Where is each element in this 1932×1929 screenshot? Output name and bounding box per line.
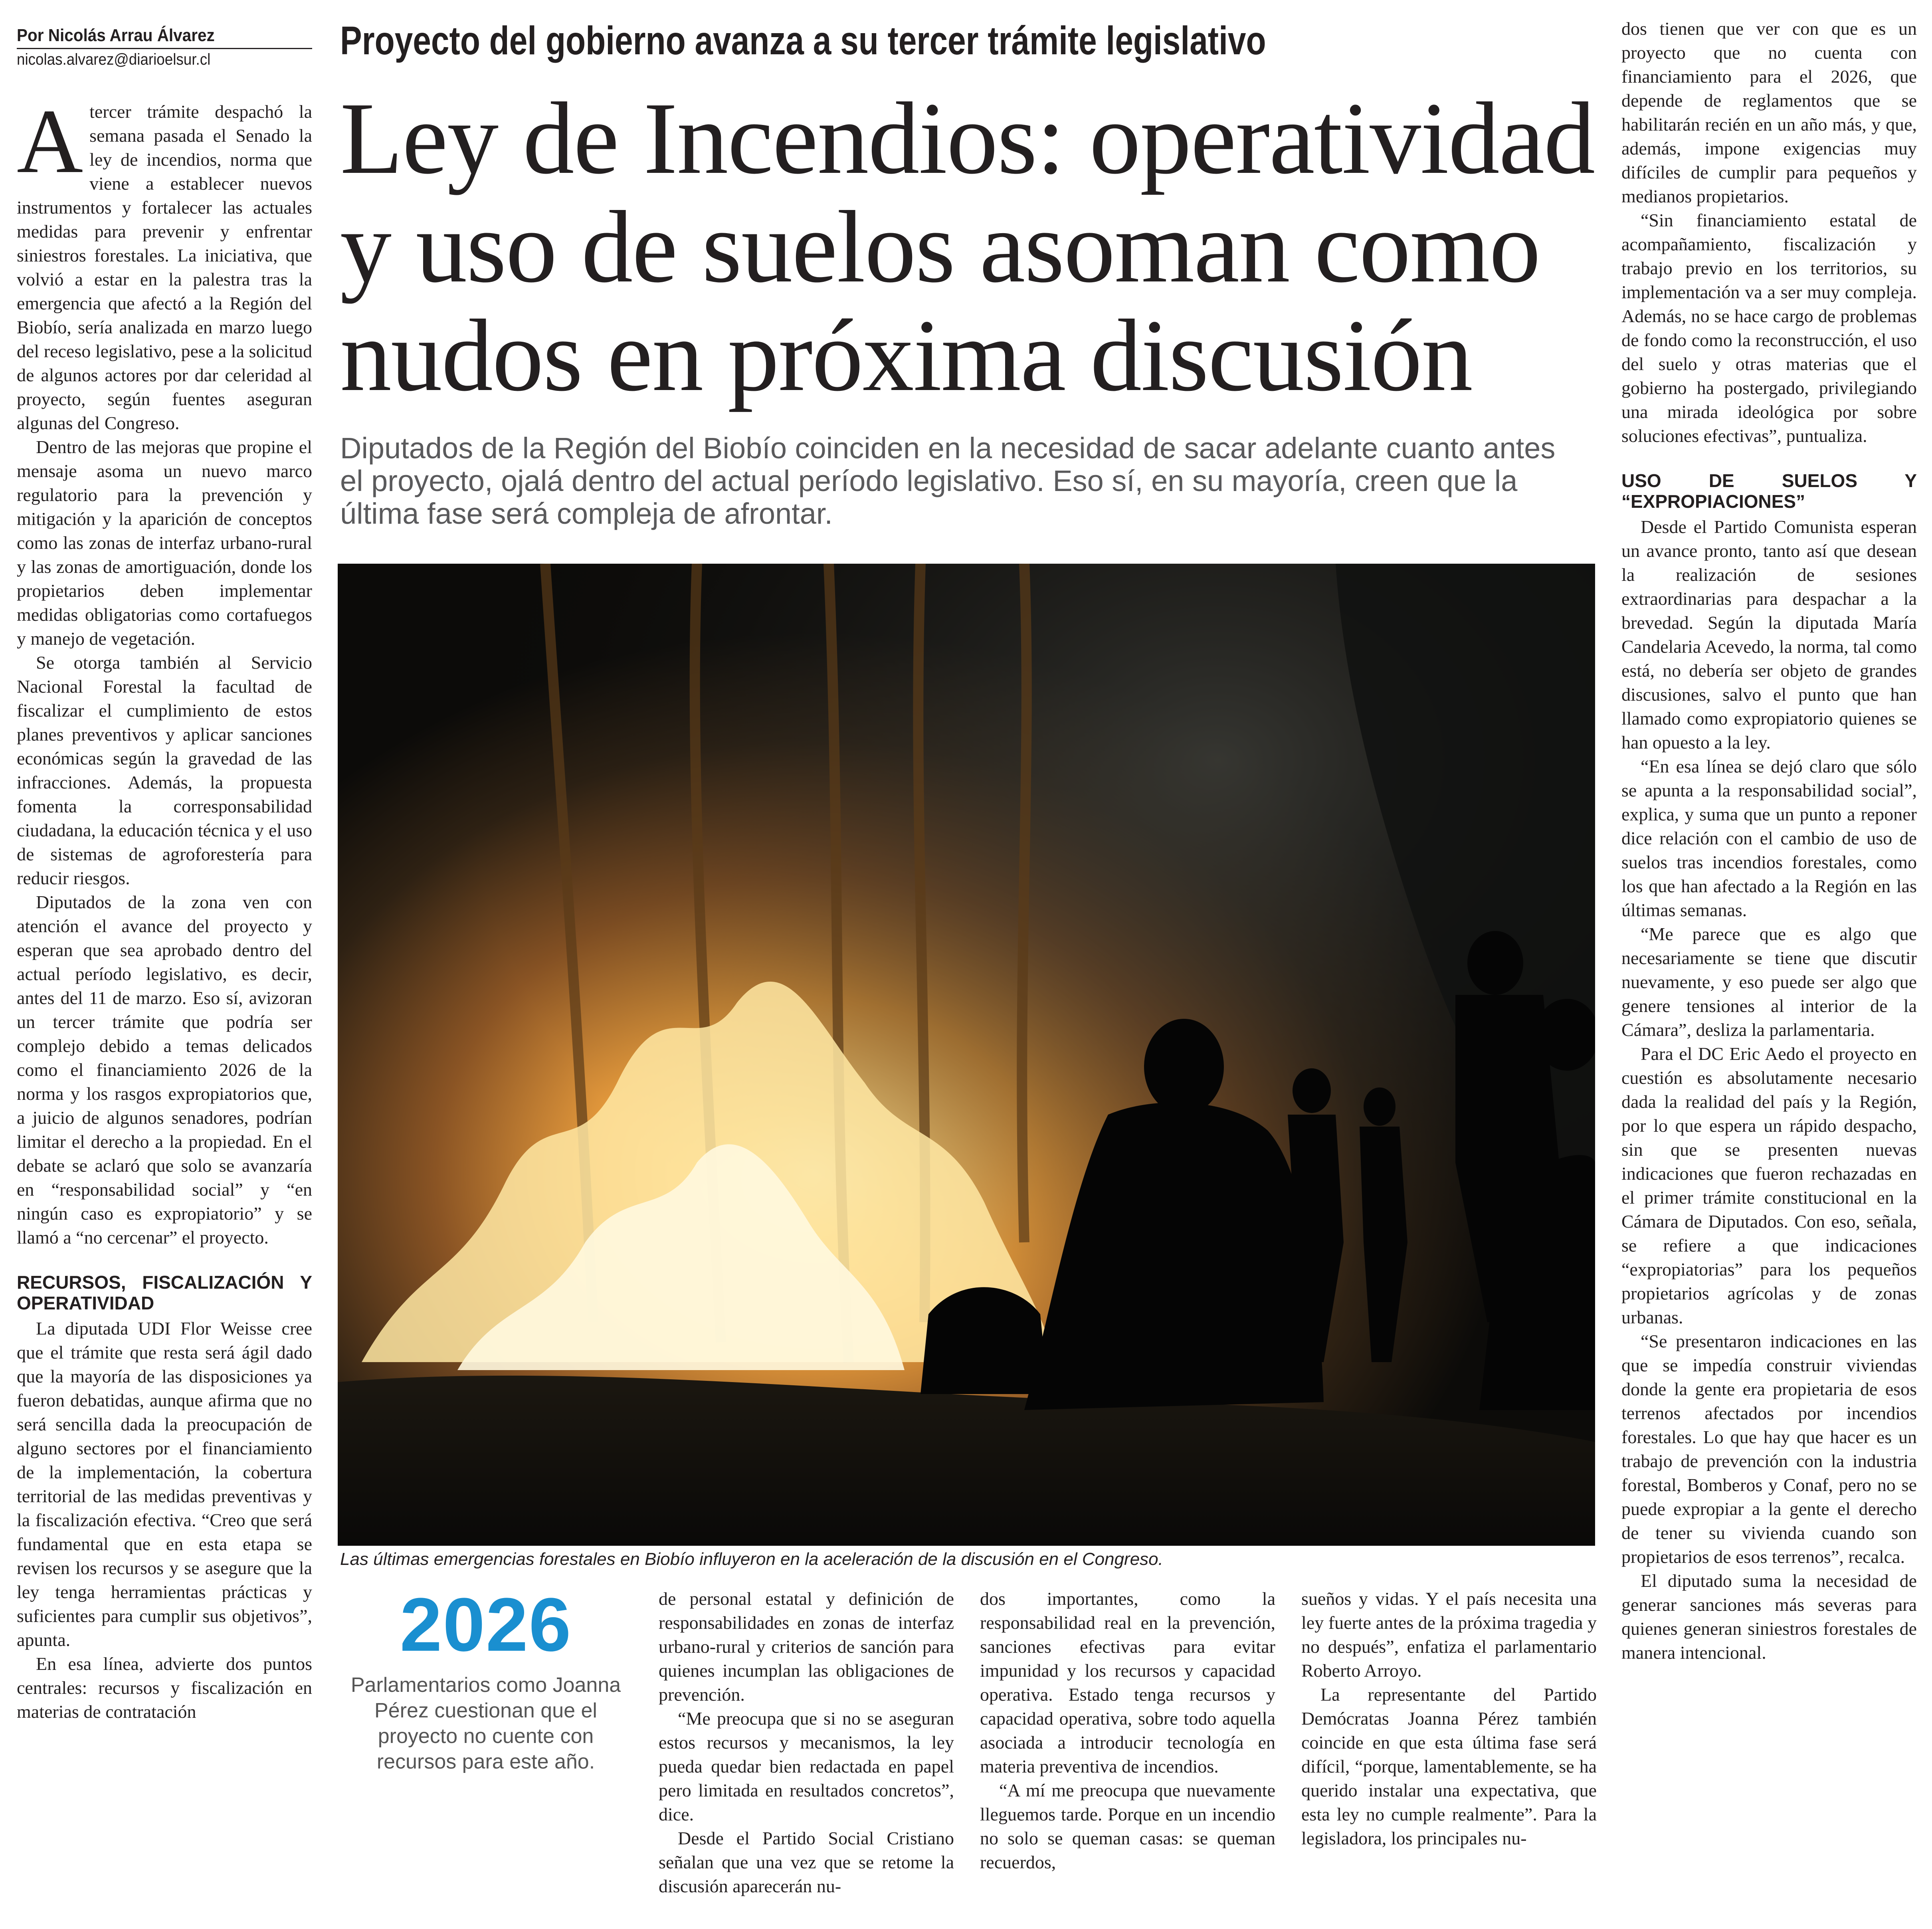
headline: Ley de Incendios: operatividad y uso de suelos asoman como nudos en próxima discusión	[340, 81, 1595, 412]
lead-paragraph	[17, 90, 312, 435]
photo-caption: Las últimas emergencias forestales en Biobío influyeron en la aceleración de la discusión en el Congreso.	[340, 1549, 1163, 1569]
col5-p1: sueños y vidas. Y el país necesita una ley fuerte antes de la próxima tragedia y no después”, enfatiza el parlamentario Roberto Arroyo.	[1301, 1588, 1597, 1681]
byline-email: nicolas.alvarez@diarioelsur.cl	[17, 51, 211, 68]
col1-p5: La diputada UDI Flor Weisse cree que el trámite que resta será ágil dado que la mayoría de las disposiciones ya fueron debatidas, aunque afirma que no será sencilla dada la preocupación de alguno sectores por el financiamiento de la implementación, la cobertura territorial de las medidas preventivas y la fiscalización efectiva. “Creo que será fundamental que en esta etapa se revisen los recursos y se asegure que la ley tenga herramientas prácticas y suficientes para cumplir sus objetivos”, apunta.	[17, 1318, 312, 1650]
byline	[17, 25, 312, 69]
col6-p3: Desde el Partido Comunista esperan un avance pronto, tanto así que desean la realización de sesiones extraordinarias para despachar a la brevedad. Según la diputada María Candelaria Acevedo, la norma, tal como está, no debería ser objeto de grandes discusiones, salvo el punto que han llamado como expropiatorio quienes se han opuesto a la ley.	[1621, 517, 1917, 753]
col3-p2: “Me preocupa que si no se aseguran estos recursos y mecanismos, la ley pueda quedar bien redactada en papel pero limitada en resultados concretos”, dice.	[659, 1708, 954, 1824]
dropcap: A	[17, 90, 83, 192]
col6-p5: “Me parece que es algo que necesariamente se tiene que discutir nuevamente, y eso puede ser algo que genere tensiones al interior de la Cámara”, desliza la parlamentaria.	[1621, 924, 1917, 1040]
col1-p6: En esa línea, advierte dos puntos centrales: recursos y fiscalización en materias de contratación	[17, 1654, 312, 1722]
col4-p1: dos importantes, como la responsabilidad real en la prevención, sanciones efectivas para evitar impunidad y los recursos y capacidad operativa. Estado tenga recursos y capacidad operativa, sobre todo aquella asociada a introducir tecnología en materia preventiva de incendios.	[980, 1588, 1275, 1777]
col1-p2: Dentro de las mejoras que propine el mensaje asoma un nuevo marco regulatorio para la prevención y mitigación y la aparición de conceptos como las zonas de interfaz urbano-rural y las zonas de amortiguación, donde los propietarios deben implementar medidas obligatorias como cortafuegos y manejo de vegetación.	[17, 437, 312, 649]
kicker: Proyecto del gobierno avanza a su tercer trámite legislativo	[340, 18, 1266, 63]
subhead-uso-de-suelos: USO DE SUELOS Y “EXPROPIACIONES”	[1621, 470, 1917, 512]
col6-p6: Para el DC Eric Aedo el proyecto en cuestión es absolutamente necesario dada la realidad del país y la Región, por lo que espera un rápido despacho, sin que se presenten nuevas indicaciones que fueron rechazadas en el primer trámite constitucional en la Cámara de Diputados. Con eso, señala, se refiere a que indicaciones “expropiatorias” para los pequeños propietarios agrícolas y de zonas urbanas.	[1621, 1044, 1917, 1327]
col6-p7: “Se presentaron indicaciones en las que se impedía construir viviendas donde la gente era propietaria de esos terrenos afectados por incendios forestales. Lo que hay que hacer es un trabajo de prevención con la industria forestal, Bomberos y Conaf, pero no se puede expropiar a la gente el derecho de tener su vivienda cuando son propietarios de esos terrenos”, recalca.	[1621, 1331, 1917, 1567]
col6-p2: “Sin financiamiento estatal de acompañamiento, fiscalización y trabajo previo en los territorios, su implementación va a ser muy compleja. Además, no se hace cargo de problemas de fondo como la reconstrucción, el uso del suelo y otras materias que el gobierno ha postergado, privilegiando una mirada ideológica por sobre soluciones efectivas”, puntualiza.	[1621, 210, 1917, 446]
col1-p4: Diputados de la zona ven con atención el avance del proyecto y esperan que sea aprobado dentro del actual período legislativo, es decir, antes del 11 de marzo. Eso sí, avizoran un tercer trámite que podría ser complejo debido a temas delicados como el financiamiento 2026 de la norma y los rasgos expropiatorios que, a juicio de algunos senadores, podrían limitar el derecho a la propiedad. En el debate se aclaró que solo se avanzaría en “responsabilidad social” y “en ningún caso es expropiatorio” y se llamó a “no cercenar” el proyecto.	[17, 892, 312, 1248]
byline-author: Por Nicolás Arrau Álvarez	[17, 26, 215, 45]
deck: Diputados de la Región del Biobío coinciden en la necesidad de sacar adelante cuanto antes el proyecto, ojalá dentro del actual período legislativo. Eso sí, en su mayoría, creen que la última fase será compleja de afrontar.	[340, 432, 1556, 530]
col5-p2: La representante del Partido Demócratas Joanna Pérez también coincide en que esta última fase será difícil, “porque, lamentablemente, se ha querido instalar una expectativa, que esta ley no cumple realmente”. Para la legisladora, los principales nu-	[1301, 1684, 1597, 1848]
col3-p1: de personal estatal y definición de responsabilidades en zonas de interfaz urbano-rural y criterios de sanción para quienes incumplan las obligaciones de prevención.	[659, 1588, 954, 1705]
col6-p4: “En esa línea se dejó claro que sólo se apunta a la responsabilidad social”, explica, y suma que un punto a reponer dice relación con el cambio de uso de suelos tras incendios forestales, como los que han afectado a la Región en las últimas semanas.	[1621, 756, 1917, 920]
byline-divider	[17, 48, 312, 49]
callout-box	[340, 1582, 631, 1775]
callout-text: Parlamentarios como Joanna Pérez cuestionan que el proyecto no cuente con recursos para este año.	[350, 1674, 621, 1773]
col4-p2: “A mí me preocupa que nuevamente lleguemos tarde. Porque en un incendio no solo se queman casas: se queman recuerdos,	[980, 1780, 1275, 1872]
column-3	[659, 1587, 954, 1898]
column-6	[1621, 17, 1917, 1665]
column-1	[17, 90, 312, 1724]
col3-p3: Desde el Partido Social Cristiano señalan que una vez que se retome la discusión aparecerán nu-	[659, 1828, 954, 1896]
col1-p1: tercer trámite despachó la semana pasada el Senado la ley de incendios, norma que viene a establecer nuevos instrumentos y fortalecer las actuales medidas para prevenir y enfrentar siniestros forestales. La iniciativa, que volvió a estar en la palestra tras la emergencia que afectó a la Región del Biobío, sería analizada en marzo luego del receso legislativo, pese a la solicitud de algunos actores por dar celeridad al proyecto, según fuentes aseguran algunas del Congreso.	[17, 101, 312, 433]
fire-photo-illustration	[338, 564, 1595, 1546]
subhead-recursos: RECURSOS, FISCALIZACIÓN Y OPERATIVIDAD	[17, 1272, 312, 1313]
col6-p8: El diputado suma la necesidad de generar sanciones más severas para quienes generan siniestros forestales de manera intencional.	[1621, 1571, 1917, 1663]
column-5	[1301, 1587, 1597, 1850]
col6-p1: dos tienen que ver con que es un proyecto que no cuenta con financiamiento para el 2026, que depende de reglamentos que se habilitarán recién en un año más, y que, además, impone exigencias muy difíciles de cumplir para pequeños y medianos propietarios.	[1621, 18, 1917, 206]
col1-p3: Se otorga también al Servicio Nacional Forestal la facultad de fiscalizar el cumplimiento de estos planes preventivos y aplicar sanciones económicas según la gravedad de las infracciones. Además, la propuesta fomenta la corresponsabilidad ciudadana, la educación técnica y el uso de sistemas de agroforestería para reducir riesgos.	[17, 652, 312, 888]
column-4	[980, 1587, 1275, 1874]
callout-number: 2026	[400, 1582, 572, 1667]
fire-photo	[338, 564, 1595, 1546]
